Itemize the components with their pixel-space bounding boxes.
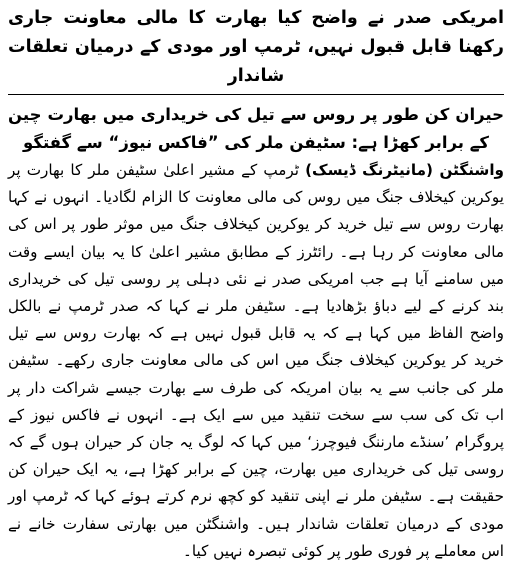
body-text: ٹرمپ کے مشیر اعلیٰ سٹیفن ملر کا بھارت پر یوکرین کیخلاف جنگ میں روس کی مالی معاونت کا الزام لگادیا۔ انہوں نے کہا بھارت روس سے تیل خرید کر یوکرین کیخلاف جنگ میں موثر طور پر اس کی مالی معاونت کر رہا ہے۔ رائٹرز کے مطابق مشیر اعلیٰ کا یہ بیان ایسے وقت میں سامنے آیا ہے جب امریکی صدر نے نئی دہلی پر روسی تیل کی خریداری بند کرنے کے لیے دباؤ بڑھادیا ہے۔ سٹیفن ملر نے کہا کہ صدر ٹرمپ نے بالکل واضح الفاظ میں کہا ہے کہ یہ قابل قبول نہیں ہے کہ بھارت روس سے تیل خرید کر یوکرین کیخلاف جنگ میں اس کی مالی معاونت جاری رکھے۔ سٹیفن ملر کی جانب سے یہ بیان امریکہ کی طرف سے بھارت جیسے شراکت دار پر اب تک کی سب سے سخت تنقید میں سے ایک ہے۔ انہوں نے فاکس نیوز کے پروگرام ’سنڈے مارننگ فیوچرز‘ میں کہا کہ لوگ یہ جان کر حیران ہوں گے کہ روسی تیل کی خریداری میں بھارت، چین کے برابر کھڑا ہے، یہ ایک حیران کن حقیقت ہے۔ سٹیفن ملر نے اپنی تنقید کو کچھ نرم کرتے ہوئے کہا کہ ٹرمپ اور مودی کے درمیان تعلقات شاندار ہیں۔ واشنگٹن میں بھارتی سفارت خانے نے اس معاملے پر فوری طور پر کوئی تبصرہ نہیں کیا۔: [8, 161, 504, 560]
divider: [8, 94, 504, 95]
article-body: [8, 157, 504, 565]
headline: امریکی صدر نے واضح کیا بھارت کا مالی معاونت جاری رکھنا قابل قبول نہیں، ٹرمپ اور مودی کے درمیان تعلقات شاندار: [8, 8, 504, 86]
dateline: واشنگٹن (مانیٹرنگ ڈیسک): [305, 161, 504, 179]
subheadline: حیران کن طور پر روس سے تیل کی خریداری میں بھارت چین کے برابر کھڑا ہے: سٹیفن ملر کی ”فاکس نیوز“ سے گفتگو: [8, 105, 504, 152]
